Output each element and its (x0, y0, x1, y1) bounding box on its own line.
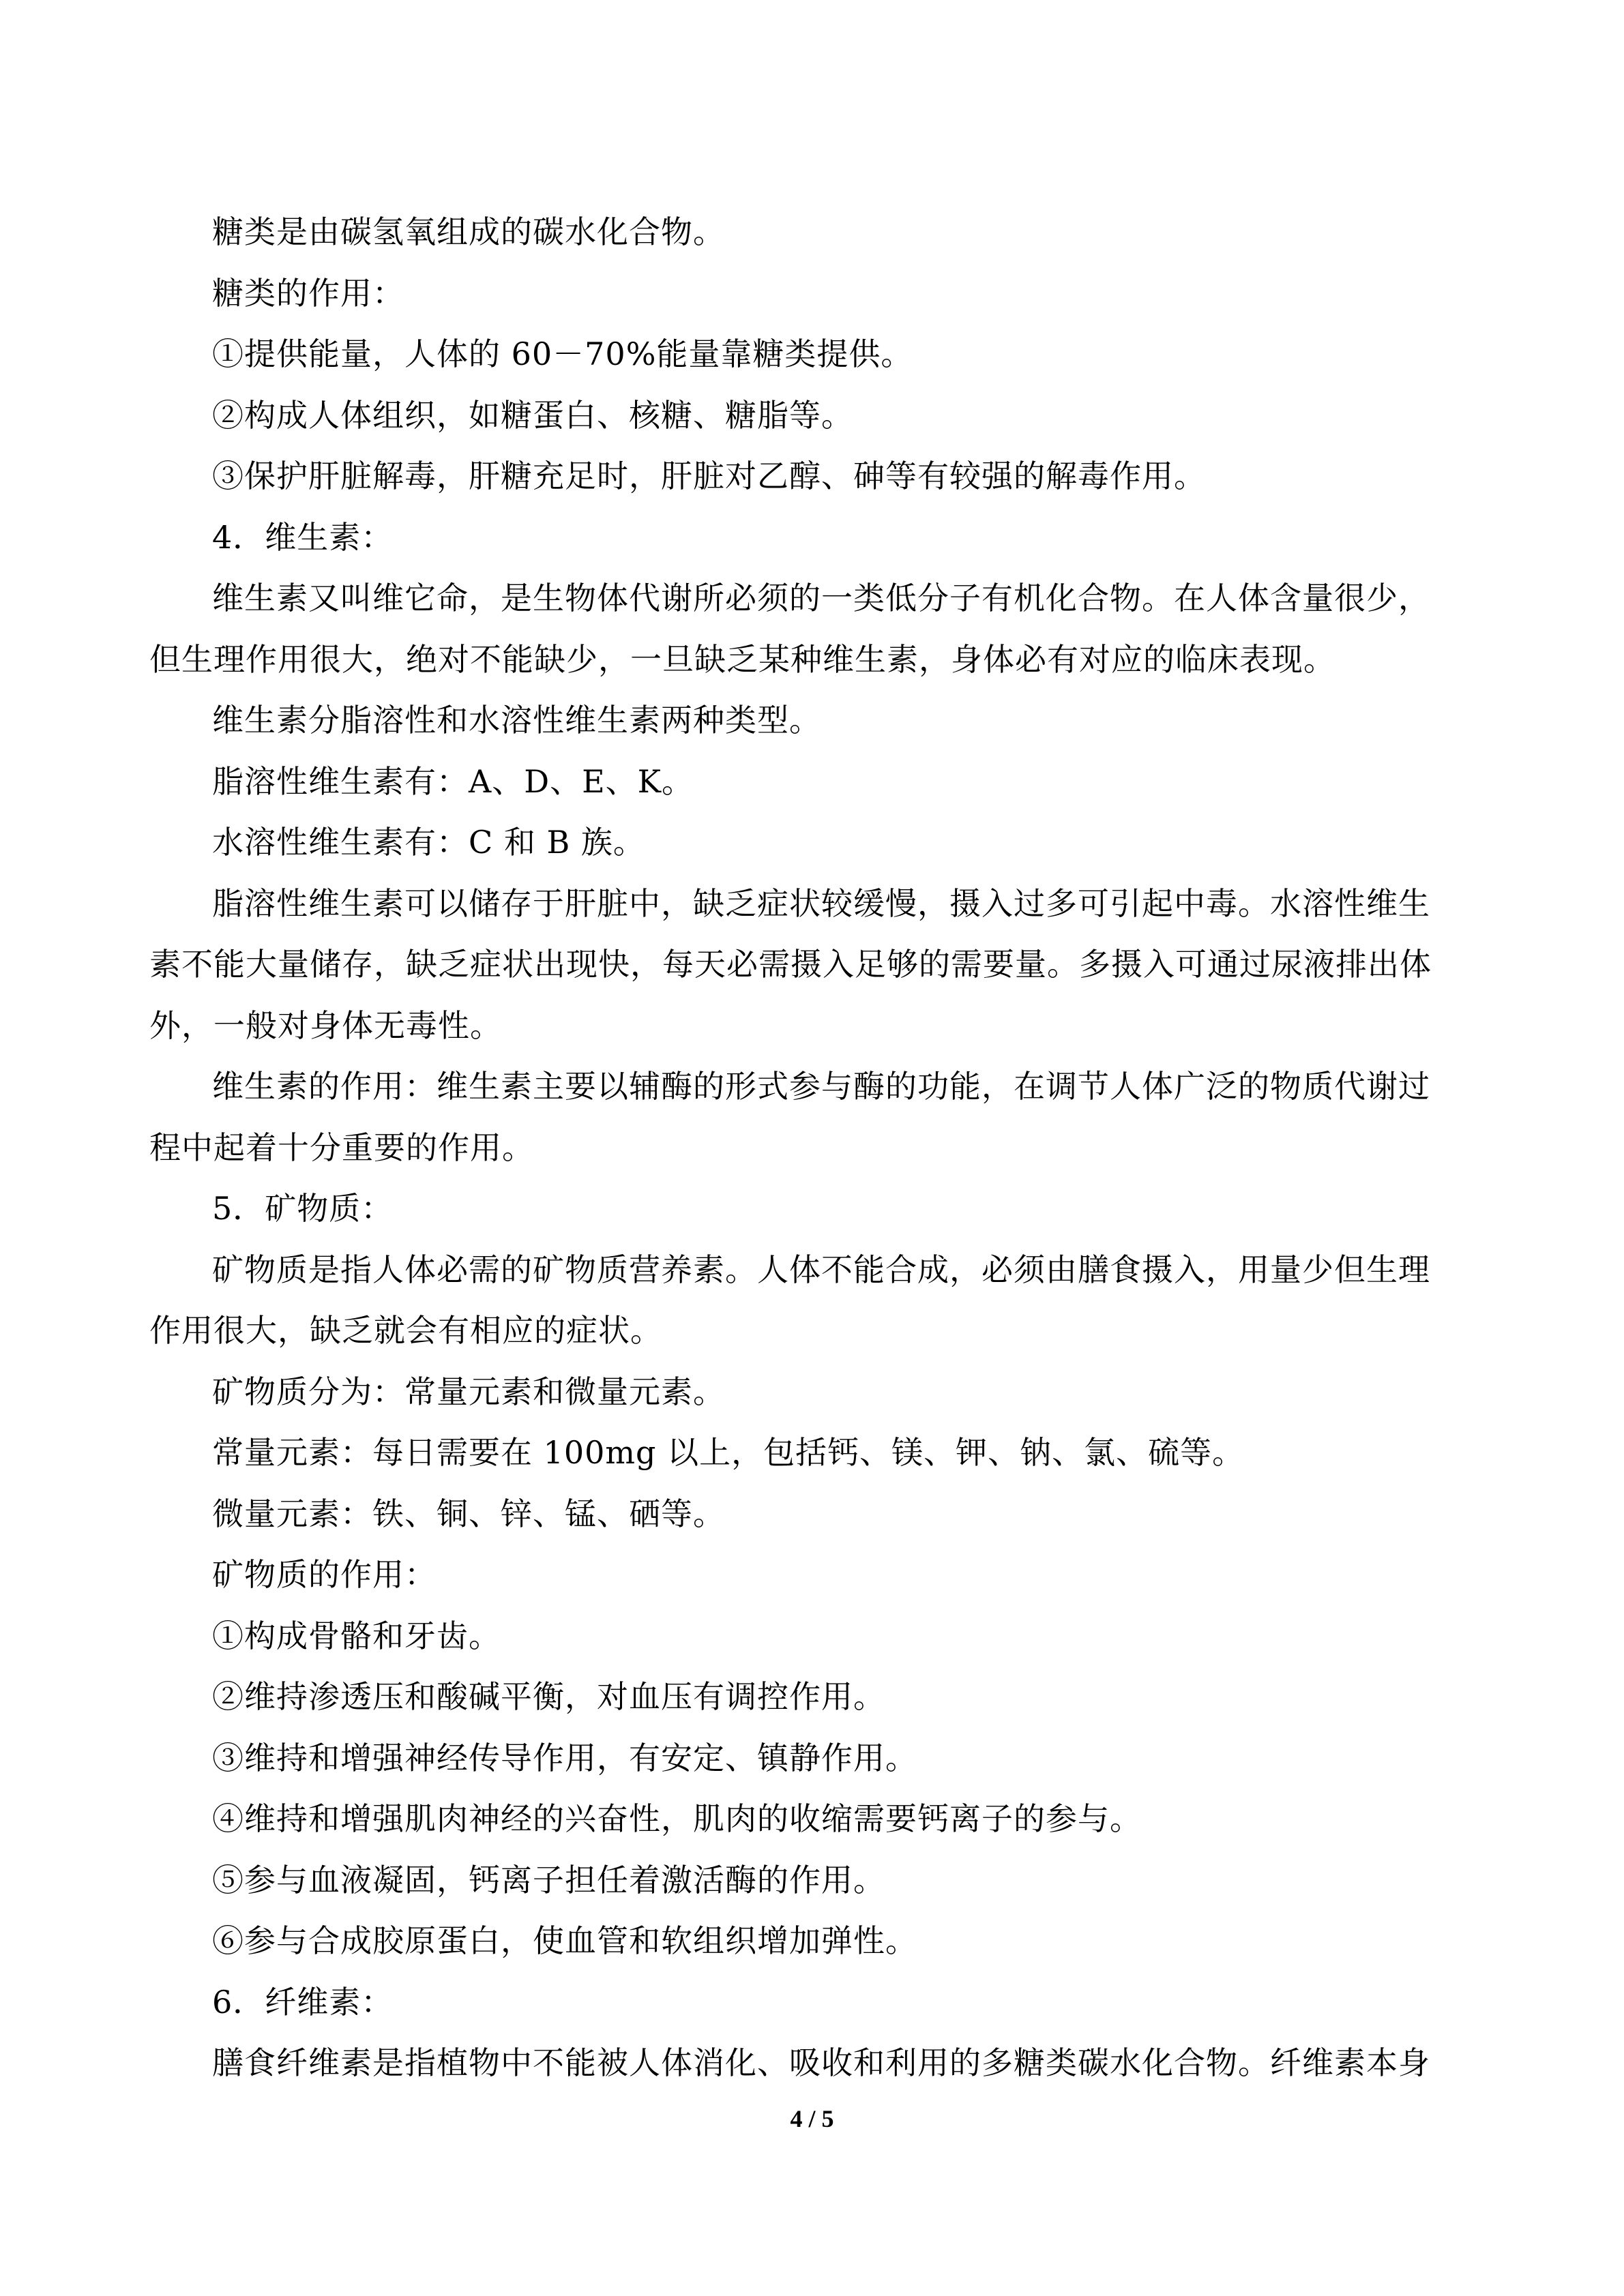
paragraph-line: 作用很大，缺乏就会有相应的症状。 (149, 1312, 662, 1349)
paragraph-line: 维生素的作用：维生素主要以辅酶的形式参与酶的功能，在调节人体广泛的物质代谢过 (212, 1068, 1430, 1105)
document-body (149, 202, 1466, 2094)
paragraph-line: 糖类是由碳氢氧组成的碳水化合物。 (212, 213, 725, 250)
paragraph-line: 维生素分脂溶性和水溶性维生素两种类型。 (212, 702, 821, 739)
list-item: ②维持渗透压和酸碱平衡，对血压有调控作用。 (212, 1678, 885, 1715)
paragraph-line: 程中起着十分重要的作用。 (149, 1129, 534, 1166)
paragraph-line: 外，一般对身体无毒性。 (149, 1007, 502, 1044)
section-heading: 6．纤维素： (212, 1983, 394, 2021)
paragraph-line: 矿物质是指人体必需的矿物质营养素。人体不能合成，必须由膳食摄入，用量少但生理 (212, 1251, 1430, 1288)
paragraph-line: 膳食纤维素是指植物中不能被人体消化、吸收和利用的多糖类碳水化合物。纤维素本身 (212, 2044, 1430, 2081)
paragraph-line: 常量元素：每日需要在 100mg 以上，包括钙、镁、钾、钠、氯、硫等。 (212, 1434, 1245, 1471)
paragraph-line: 维生素又叫维它命，是生物体代谢所必须的一类低分子有机化合物。在人体含量很少， (212, 580, 1430, 616)
page-number: 4 / 5 (790, 2105, 834, 2132)
paragraph-line: 矿物质分为：常量元素和微量元素。 (212, 1373, 725, 1410)
paragraph-line: 脂溶性维生素有：A、D、E、K。 (212, 762, 694, 800)
section-heading: 5．矿物质： (212, 1190, 394, 1227)
list-item: ③维持和增强神经传导作用，有安定、镇静作用。 (212, 1739, 917, 1776)
paragraph-line: 水溶性维生素有：C 和 B 族。 (212, 824, 645, 861)
section-heading: 4．维生素： (212, 518, 394, 556)
list-item: ①构成骨骼和牙齿。 (212, 1617, 501, 1654)
list-item: ①提供能量，人体的 60－70%能量靠糖类提供。 (212, 336, 913, 372)
list-item: ③保护肝脏解毒，肝糖充足时，肝脏对乙醇、砷等有较强的解毒作用。 (212, 458, 1206, 494)
list-item: ②构成人体组织，如糖蛋白、核糖、糖脂等。 (212, 396, 853, 434)
list-item: ⑤参与血液凝固，钙离子担任着激活酶的作用。 (212, 1861, 885, 1898)
list-item: ⑥参与合成胶原蛋白，使血管和软组织增加弹性。 (212, 1922, 917, 1959)
paragraph-line: 矿物质的作用： (212, 1556, 437, 1593)
paragraph-line: 微量元素：铁、铜、锌、锰、硒等。 (212, 1495, 725, 1532)
list-item: ④维持和增强肌肉神经的兴奋性，肌肉的收缩需要钙离子的参与。 (212, 1800, 1142, 1837)
paragraph-line: 但生理作用很大，绝对不能缺少，一旦缺乏某种维生素，身体必有对应的临床表现。 (149, 640, 1335, 678)
paragraph-line: 脂溶性维生素可以储存于肝脏中，缺乏症状较缓慢，摄入过多可引起中毒。水溶性维生 (212, 884, 1430, 922)
paragraph-line: 素不能大量储存，缺乏症状出现快，每天必需摄入足够的需要量。多摄入可通过尿液排出体 (149, 946, 1432, 983)
paragraph-line: 糖类的作用： (212, 274, 404, 312)
